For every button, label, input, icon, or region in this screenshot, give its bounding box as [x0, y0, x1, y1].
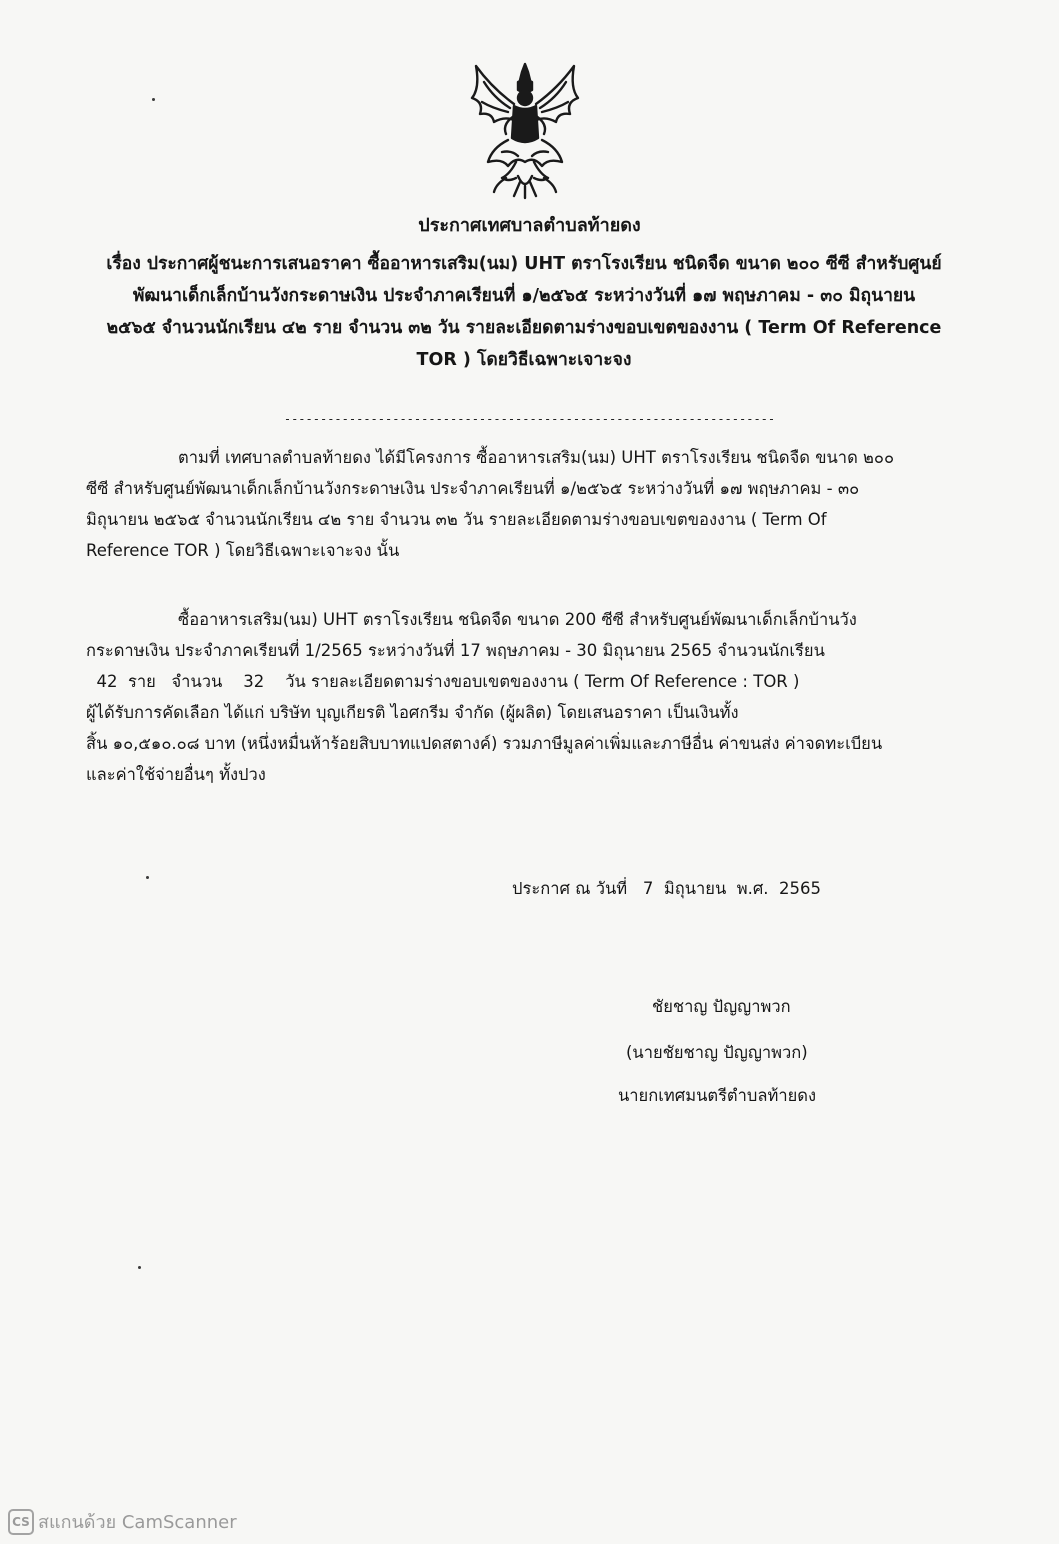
- dashed-divider: --------------------------------------------------------------------: [283, 412, 776, 426]
- signatory-full-name: (นายชัยชาญ ปัญญาพวก): [626, 1043, 808, 1062]
- subject-line: ๒๕๖๕ จำนวนนักเรียน ๔๒ ราย จำนวน ๓๒ วัน รายละเอียดตามร่างขอบเขตของงาน ( Term Of Reference: [106, 318, 942, 338]
- paragraph-line: และค่าใช้จ่ายอื่นๆ ทั้งปวง: [86, 765, 266, 784]
- scan-speck: [146, 876, 149, 879]
- scan-speck: [152, 98, 155, 101]
- subject-line: TOR ) โดยวิธีเฉพาะเจาะจง: [416, 350, 632, 370]
- document-title: ประกาศเทศบาลตำบลท้ายดง: [418, 215, 641, 236]
- signature: ชัยชาญ ปัญญาพวก: [652, 997, 791, 1016]
- paragraph-line: กระดาษเงิน ประจำภาคเรียนที่ 1/2565 ระหว่างวันที่ 17 พฤษภาคม - 30 มิถุนายน 2565 จำนวนนักเรียน: [86, 641, 825, 660]
- garuda-emblem-icon: [462, 58, 588, 200]
- paragraph-line: Reference TOR ) โดยวิธีเฉพาะเจาะจง นั้น: [86, 541, 400, 560]
- subject-line: เรื่อง ประกาศผู้ชนะการเสนอราคา ซื้ออาหารเสริม(นม) UHT ตราโรงเรียน ชนิดจืด ขนาด ๒๐๐ ซีซี สำหรับศูนย์: [106, 254, 942, 274]
- paragraph-line: ซื้ออาหารเสริม(นม) UHT ตราโรงเรียน ชนิดจืด ขนาด 200 ซีซี สำหรับศูนย์พัฒนาเด็กเล็กบ้านวัง: [178, 610, 857, 629]
- announcement-date: ประกาศ ณ วันที่ 7 มิถุนายน พ.ศ. 2565: [512, 879, 822, 898]
- subject-line: พัฒนาเด็กเล็กบ้านวังกระดาษเงิน ประจำภาคเรียนที่ ๑/๒๕๖๕ ระหว่างวันที่ ๑๗ พฤษภาคม - ๓๐ มิถุนายน: [132, 286, 916, 306]
- paragraph-line: ผู้ได้รับการคัดเลือก ได้แก่ บริษัท บุญเกียรติ ไอศกรีม จำกัด (ผู้ผลิต) โดยเสนอราคา เป็นเงินทั้ง: [86, 703, 739, 722]
- signatory-position: นายกเทศมนตรีตำบลท้ายดง: [618, 1086, 817, 1105]
- watermark-text: สแกนด้วย CamScanner: [38, 1512, 237, 1533]
- scan-speck: [138, 1266, 141, 1269]
- paragraph-line: สิ้น ๑๐,๕๑๐.๐๘ บาท (หนึ่งหมื่นห้าร้อยสิบบาทแปดสตางค์) รวมภาษีมูลค่าเพิ่มและภาษีอื่น ค่าขนส่ง ค่าจดทะเบียน: [86, 734, 883, 753]
- paragraph-line: มิถุนายน ๒๕๖๕ จำนวนนักเรียน ๔๒ ราย จำนวน ๓๒ วัน รายละเอียดตามร่างขอบเขตของงาน ( Term Of: [86, 510, 827, 529]
- paragraph-line: ตามที่ เทศบาลตำบลท้ายดง ได้มีโครงการ ซื้ออาหารเสริม(นม) UHT ตราโรงเรียน ชนิดจืด ขนาด ๒๐๐: [178, 448, 895, 467]
- subject-heading: [84, 248, 964, 376]
- paragraph-line: ซีซี สำหรับศูนย์พัฒนาเด็กเล็กบ้านวังกระดาษเงิน ประจำภาคเรียนที่ ๑/๒๕๖๕ ระหว่างวันที่ ๑๗ พฤษภาคม - ๓๐: [86, 479, 860, 498]
- camscanner-logo-icon: CS: [8, 1509, 34, 1535]
- paragraph-line: 42 ราย จำนวน 32 วัน รายละเอียดตามร่างขอบเขตของงาน ( Term Of Reference : TOR ): [86, 672, 800, 691]
- camscanner-watermark: [8, 1507, 237, 1536]
- paragraph-background: [86, 442, 966, 566]
- paragraph-award: [86, 604, 966, 790]
